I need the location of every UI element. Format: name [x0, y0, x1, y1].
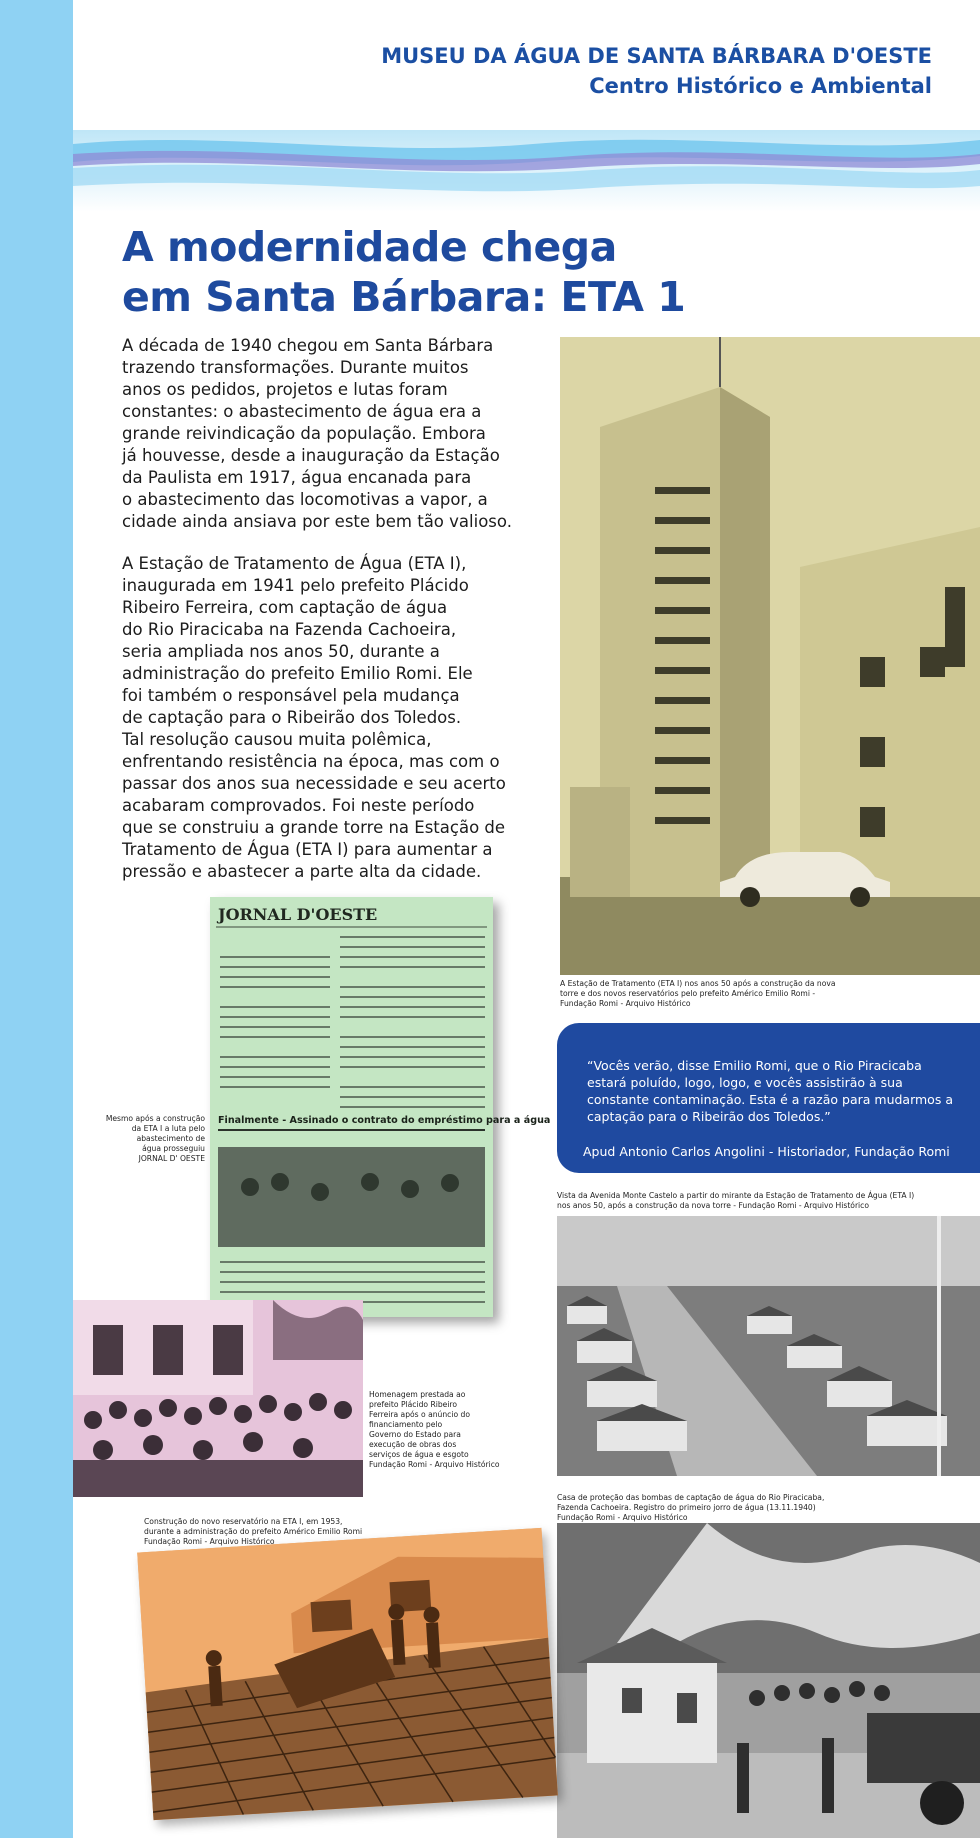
quote-box: [557, 1023, 980, 1173]
text-line: cidade ainda ansiava por este bem tão valioso.: [122, 512, 512, 531]
casa-protecao-bombas-photo: [557, 1523, 980, 1838]
text-line: Tratamento de Água (ETA I) para aumentar a: [122, 840, 493, 859]
text-line: constantes: o abastecimento de água era a: [122, 402, 482, 421]
caption-line: Fazenda Cachoeira. Registro do primeiro jorro de água (13.11.1940): [557, 1503, 816, 1512]
text-line: passar dos anos sua necessidade e seu acerto: [122, 774, 506, 793]
newspaper-caption: [105, 1114, 205, 1164]
caption-line: Fundação Romi - Arquivo Histórico: [560, 999, 691, 1008]
page-title-line-2: em Santa Bárbara: ETA 1: [122, 273, 686, 321]
text-line: enfrentando resistência na época, mas com o: [122, 752, 500, 771]
newspaper-masthead: JORNAL D'OESTE: [218, 905, 378, 924]
text-line: de captação para o Ribeirão dos Toledos.: [122, 708, 462, 727]
caption-line: Mesmo após a construção: [105, 1114, 205, 1123]
quote-text: [587, 1057, 957, 1125]
caption-line: JORNAL D' OESTE: [138, 1154, 205, 1163]
caption-line: Vista da Avenida Monte Castelo a partir do mirante da Estação de Tratamento de Água (ETA I): [557, 1191, 915, 1200]
caption-line: financiamento pelo: [369, 1420, 443, 1429]
text-line: já houvesse, desde a inauguração da Estação: [122, 446, 500, 465]
caption-line: torre e dos novos reservatórios pelo prefeito Américo Emilio Romi -: [560, 989, 816, 998]
caption-line: A Estação de Tratamento (ETA I) nos anos 50 após a construção da nova: [560, 979, 836, 988]
text-line: foi também o responsável pela mudança: [122, 686, 460, 705]
caption-line: Fundação Romi - Arquivo Histórico: [369, 1460, 500, 1469]
newspaper-headline: Finalmente - Assinado o contrato do empréstimo para a água: [218, 1115, 551, 1126]
caption-line: prefeito Plácido Ribeiro: [369, 1400, 458, 1409]
caption-line: durante a administração do prefeito Américo Emilio Romi: [144, 1527, 363, 1536]
left-color-band: [0, 0, 73, 1838]
caption-line: Construção do novo reservatório na ETA I, em 1953,: [144, 1517, 343, 1526]
text-line: anos os pedidos, projetos e lutas foram: [122, 380, 448, 399]
quote-line: constante contaminação. Esta é a razão para mudarmos a: [587, 1092, 953, 1107]
text-line: grande reivindicação da população. Embora: [122, 424, 486, 443]
caption-line: Fundação Romi - Arquivo Histórico: [144, 1537, 275, 1546]
caption-line: água prosseguiu: [142, 1144, 205, 1153]
avenida-monte-castelo-photo: [557, 1216, 980, 1476]
text-line: pressão e abastecer a parte alta da cidade.: [122, 862, 482, 881]
intro-paragraph: [122, 335, 522, 533]
caption-line: Fundação Romi - Arquivo Histórico: [557, 1513, 688, 1522]
wave-decoration: [73, 130, 980, 212]
text-line: Tal resolução causou muita polêmica,: [122, 730, 432, 749]
text-line: Ribeiro Ferreira, com captação de água: [122, 598, 448, 617]
jornal-doeste-clipping: [210, 897, 551, 1317]
quote-line: estará poluído, logo, logo, e vocês assistirão à sua: [587, 1075, 903, 1090]
caption-line: Homenagem prestada ao: [369, 1390, 466, 1399]
caption-line: Casa de proteção das bombas de captação de água do Rio Piracicaba,: [557, 1493, 825, 1502]
text-line: da Paulista em 1917, água encanada para: [122, 468, 472, 487]
page-title: [122, 222, 762, 322]
text-line: inaugurada em 1941 pelo prefeito Plácido: [122, 576, 469, 595]
caption-line: abastecimento de: [136, 1134, 205, 1143]
text-line: que se construiu a grande torre na Estação de: [122, 818, 506, 837]
museum-name: MUSEU DA ÁGUA DE SANTA BÁRBARA D'OESTE: [381, 44, 932, 68]
text-line: do Rio Piracicaba na Fazenda Cachoeira,: [122, 620, 457, 639]
text-line: trazendo transformações. Durante muitos: [122, 358, 469, 377]
caption-line: da ETA I a luta pelo: [131, 1124, 205, 1133]
museum-subtitle: Centro Histórico e Ambiental: [589, 74, 932, 98]
quote-line: “Vocês verão, disse Emilio Romi, que o Rio Piracicaba: [587, 1058, 922, 1073]
tower-photo-caption: [560, 979, 836, 1009]
quote-line: captação para o Ribeirão dos Toledos.”: [587, 1109, 831, 1124]
homenagem-photo: [73, 1300, 363, 1497]
text-line: seria ampliada nos anos 50, durante a: [122, 642, 440, 661]
text-line: administração do prefeito Emilio Romi. Ele: [122, 664, 473, 683]
caption-line: execução de obras dos: [369, 1440, 457, 1449]
text-line: A década de 1940 chegou em Santa Bárbara: [122, 336, 494, 355]
reservatorio-construction-photo: [137, 1528, 558, 1820]
avenida-caption: [557, 1191, 914, 1211]
text-line: acabaram comprovados. Foi neste período: [122, 796, 475, 815]
eta-paragraph: [122, 553, 522, 883]
quote-author: Apud Antonio Carlos Angolini - Historiador, Fundação Romi: [583, 1144, 950, 1159]
casa-caption: [557, 1493, 824, 1523]
page-title-line-1: A modernidade chega: [122, 223, 617, 271]
text-line: A Estação de Tratamento de Água (ETA I),: [122, 554, 467, 573]
caption-line: nos anos 50, após a construção da nova torre - Fundação Romi - Arquivo Histórico: [557, 1201, 869, 1210]
caption-line: serviços de água e esgoto: [369, 1450, 469, 1459]
text-line: o abastecimento das locomotivas a vapor, a: [122, 490, 488, 509]
caption-line: Ferreira após o anúncio do: [369, 1410, 470, 1419]
eta-tower-photo: [560, 337, 980, 975]
caption-line: Governo do Estado para: [369, 1430, 461, 1439]
homenagem-caption: [369, 1390, 500, 1470]
